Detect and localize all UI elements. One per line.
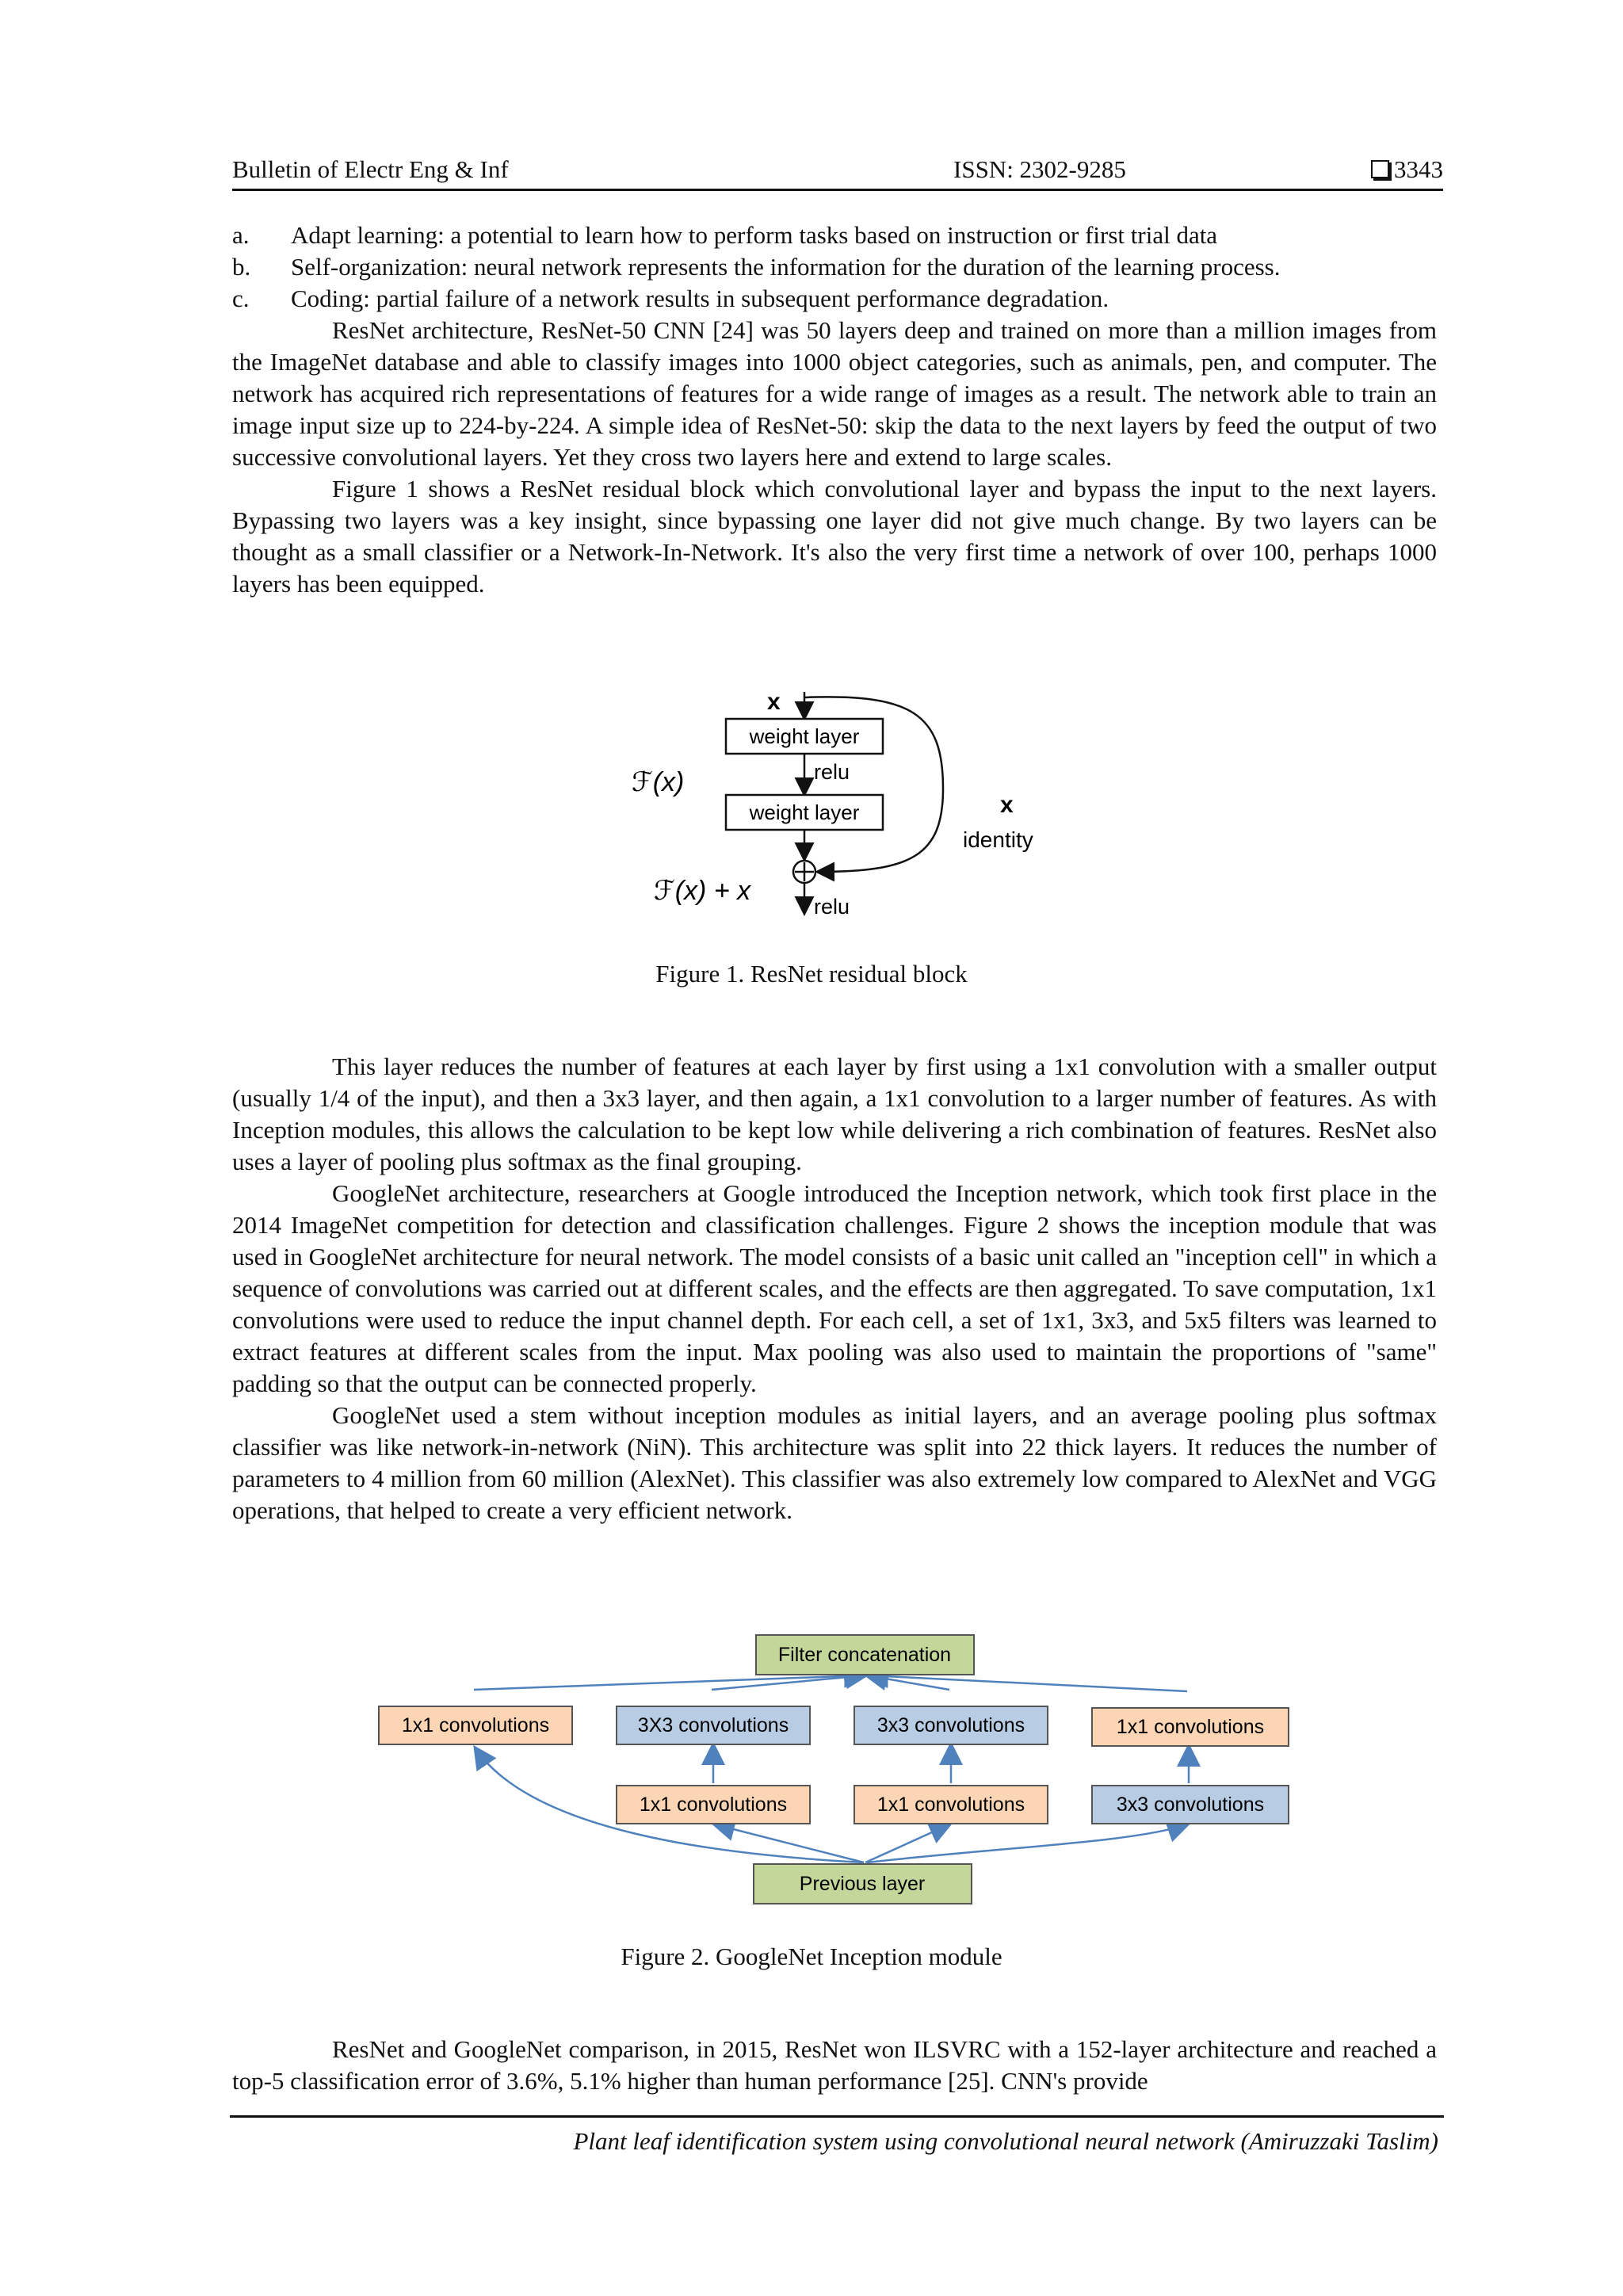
fx-plus-x-label: ℱ(x) + x	[654, 876, 751, 906]
input-x-label: x	[767, 689, 781, 715]
bottom-box-3-label: 3x3 convolutions	[1116, 1794, 1265, 1816]
list-marker: b.	[232, 253, 251, 281]
list-marker: a.	[232, 221, 250, 249]
list-text: Self-organization: neural network represents the information for the duration of the learning process.	[291, 253, 1281, 281]
body-text-top	[232, 220, 1437, 600]
footer-rule	[230, 2115, 1444, 2118]
running-header	[232, 155, 1443, 191]
previous-layer-label: Previous layer	[799, 1873, 926, 1895]
top-box-3-label: 3x3 convolutions	[876, 1714, 1025, 1736]
paragraph: This layer reduces the number of features at each layer by first using a 1x1 convolution with a smaller output (usually 1/4 of the input), and then a 3x3 layer, and then again, a 1x1 convolution to a larger number of features. As with Inception modules, this allows the calculation to be kept low while delivering a rich combination of features. ResNet also uses a layer of pooling plus softmax as the final grouping.	[232, 1052, 1437, 1175]
bottom-box-2-label: 1x1 convolutions	[876, 1794, 1025, 1816]
running-footer: Plant leaf identification system using convolutional neural network (Amiruzzaki Taslim)	[573, 2127, 1438, 2155]
relu-mid-label: relu	[814, 760, 850, 784]
top-box-1-label: 1x1 convolutions	[401, 1714, 550, 1736]
top-box-2-label: 3X3 convolutions	[637, 1714, 789, 1736]
figure-1-caption: Figure 1. ResNet residual block	[655, 960, 968, 988]
journal-name: Bulletin of Electr Eng & Inf	[232, 155, 509, 183]
fx-label: ℱ(x)	[632, 767, 685, 797]
identity-x-label: x	[1000, 792, 1014, 818]
concat-arrows	[474, 1675, 1187, 1691]
list-text: Adapt learning: a potential to learn how to perform tasks based on instruction or first trial data	[291, 221, 1218, 249]
list-item	[232, 283, 1437, 315]
weight-layer-1-label: weight layer	[749, 724, 860, 748]
input-arrows	[475, 1748, 1187, 1862]
page-number-text: 3343	[1394, 155, 1443, 183]
list-item	[232, 251, 1437, 283]
list-text: Coding: partial failure of a network results in subsequent performance degradation.	[291, 285, 1109, 312]
weight-layer-2-label: weight layer	[749, 800, 860, 824]
identity-label: identity	[963, 827, 1033, 852]
relu-out-label: relu	[814, 895, 850, 919]
paragraph: ResNet and GoogleNet comparison, in 2015, ResNet won ILSVRC with a 152-layer architecture and reached a top-5 classification error of 3.6%, 5.1% higher than human performance [25]. CNN's provide	[232, 2035, 1437, 2095]
filter-concatenation-label: Filter concatenation	[777, 1644, 952, 1666]
page-box-icon	[1371, 160, 1389, 178]
issn: ISSN: 2302-9285	[953, 155, 1126, 183]
figure-2-inception-module	[372, 1625, 1308, 1910]
branch-arrows	[713, 1745, 1189, 1783]
top-box-4-label: 1x1 convolutions	[1116, 1716, 1265, 1738]
list-item	[232, 220, 1437, 251]
paragraph: GoogleNet used a stem without inception modules as initial layers, and an average pooling plus softmax classifier was like network-in-network (NiN). This architecture was split into 22 thick layers. It reduces the number of parameters to 4 million from 60 million (AlexNet). This classifier was also extremely low compared to AlexNet and VGG operations, that helped to create a very efficient network.	[232, 1401, 1437, 1524]
feature-list	[232, 220, 1437, 315]
figure-1-residual-block	[610, 678, 1054, 931]
page-number	[1371, 155, 1443, 184]
paragraph: Figure 1 shows a ResNet residual block which convolutional layer and bypass the input to the next layers. Bypassing two layers was a key insight, since bypassing one layer did not give much change. By two layers can be thought as a small classifier or a Network-In-Network. It's also the very first time a network of over 100, perhaps 1000 layers has been equipped.	[232, 475, 1437, 598]
list-marker: c.	[232, 285, 250, 312]
paragraph: ResNet architecture, ResNet-50 CNN [24] was 50 layers deep and trained on more than a million images from the ImageNet database and able to classify images into 1000 object categories, such as animals, pen, and computer. The network has acquired rich representations of features for a wide range of images as a result. The network able to train an image input size up to 224-by-224. A simple idea of ResNet-50: skip the data to the next layers by feed the output of two successive convolutional layers. Yet they cross two layers here and extend to large scales.	[232, 316, 1437, 471]
body-text-middle	[232, 1051, 1437, 1526]
body-text-bottom	[232, 2034, 1437, 2097]
paragraph: GoogleNet architecture, researchers at Google introduced the Inception network, which took first place in the 2014 ImageNet competition for detection and classification challenges. Figure 2 shows the inception module that was used in GoogleNet architecture for neural network. The model consists of a basic unit called an "inception cell" in which a sequence of convolutions was carried out at different scales, and the effects are then aggregated. To save computation, 1x1 convolutions were used to reduce the input channel depth. For each cell, a set of 1x1, 3x3, and 5x5 filters was learned to extract features at different scales from the input. Max pooling was also used to maintain the proportions of "same" padding so that the output can be connected properly.	[232, 1179, 1437, 1397]
bottom-box-1-label: 1x1 convolutions	[639, 1794, 788, 1816]
figure-2-caption: Figure 2. GoogleNet Inception module	[621, 1943, 1002, 1970]
